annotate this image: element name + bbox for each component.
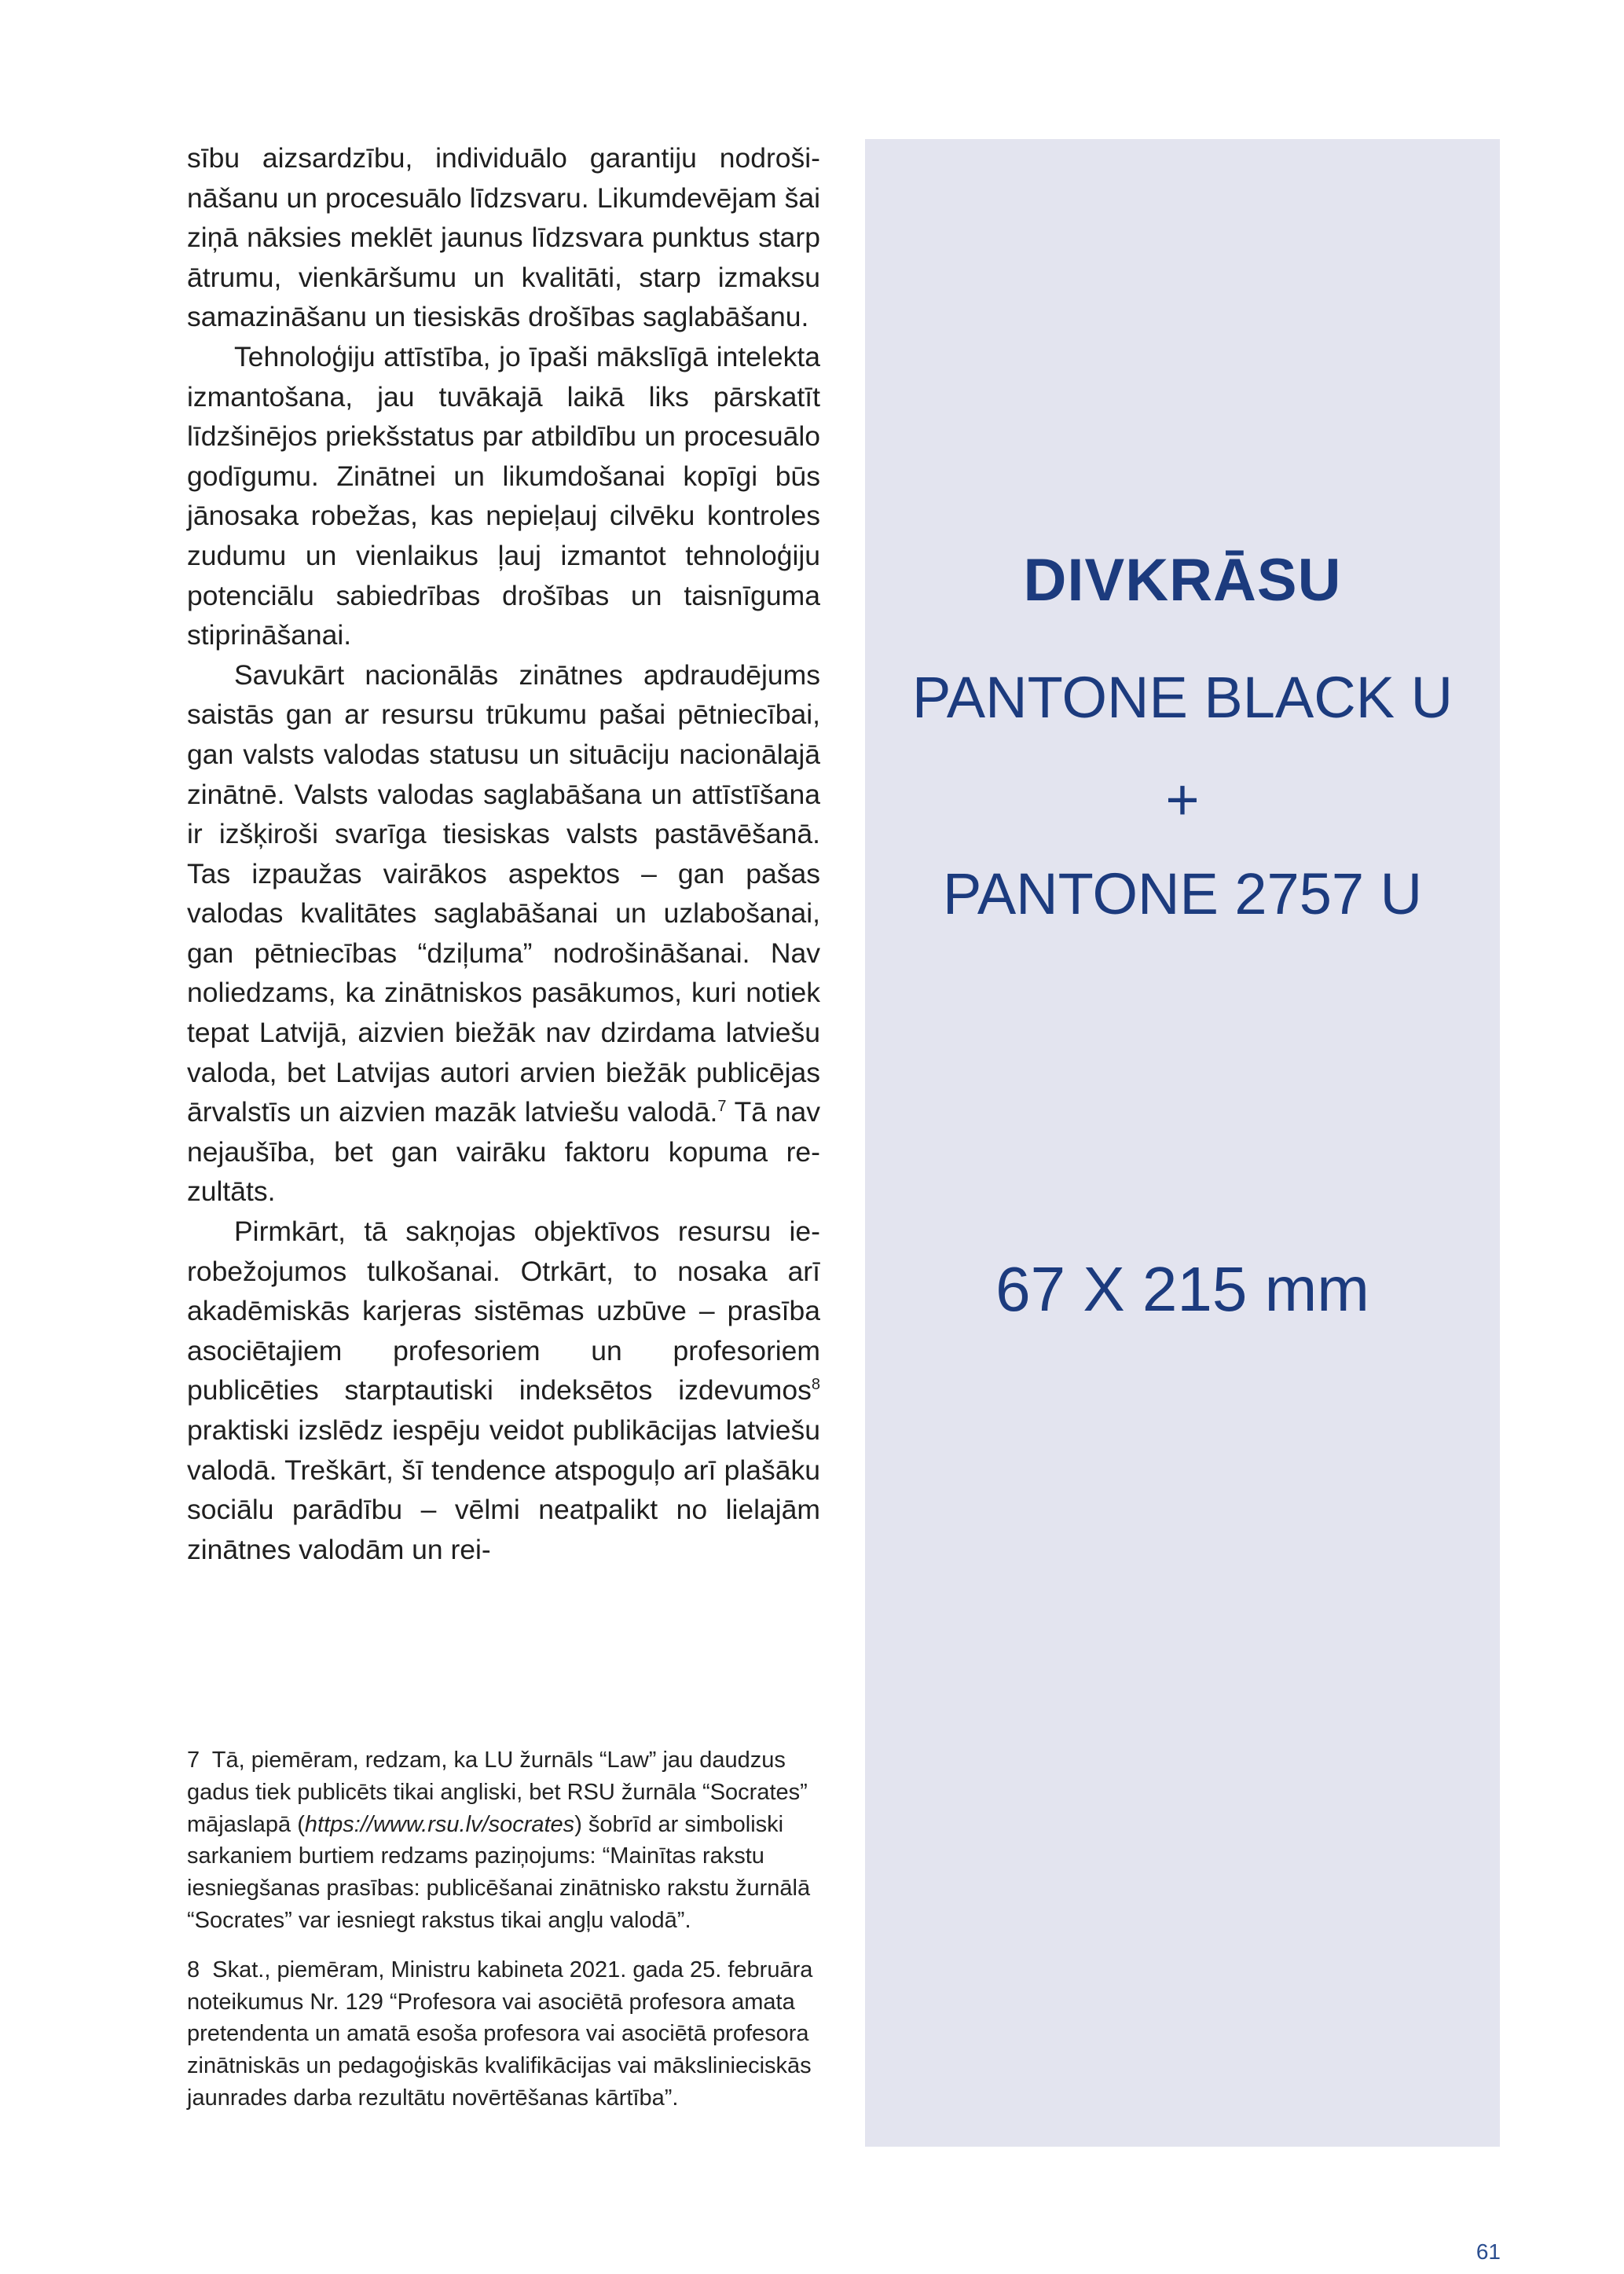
paragraph-2: Tehnoloģiju attīstība, jo īpaši mākslīgā intelekta izmantošana, jau tuvākajā laikā liks pārskatīt līdzšinējos priekšstatus par atbildību un procesuālo godīgumu. Zinātnei un likumdošanai kopīgi būs jānosaka robežas, kas nepieļauj cilvēku kontroles zudumu un vienlaikus ļauj izmantot tehnoloģiju potenciālu sabiedrības drošības un taisnīguma stiprināšanai. [187, 340, 820, 651]
footnote-8-number: 8 [187, 1957, 200, 1982]
paragraph-4: Pirmkārt, tā sakņojas objektīvos resursu ierobežojumos tulkošanai. Otrkārt, to nosaka arī akadēmiskās karjeras sistēmas uzbūve – prasība asociētajiem profesoriem un profesoriem publicēties starptautiski indeksētos izdevumos$^8$ praktiski izslēdz iespēju veidot publikācijas latviešu valodā. Treškārt, šī tendence atspoguļo arī plašāku sociālu parādību – vēlmi neatpalikt no lielajām zinātnes valodām un rei- [187, 1216, 820, 1565]
print-spec-box [865, 139, 1500, 2147]
spec-title: DIVKRĀSU [1023, 547, 1342, 614]
spec-dimensions: 67 X 215 mm [995, 1254, 1369, 1324]
footnotes [187, 1744, 816, 2132]
spec-color-2: PANTONE 2757 U [942, 861, 1423, 926]
footnote-7-number: 7 [187, 1748, 200, 1773]
spec-plus: + [1165, 767, 1200, 832]
page-number: 61 [1476, 2239, 1501, 2264]
main-text-column [187, 138, 820, 1569]
paragraph-3: Savukārt nacionālās zinātnes apdraudējums saistās gan ar resursu trūkumu pašai pētniecībai, gan valsts valodas statusu un situāciju nacionālajā zinātnē. Valsts valodas saglabāšana un attīstīšana ir izšķiroši svarīga tiesiskas valsts pastāvēšanā. Tas izpaužas vairākos aspektos – gan pašas valodas kvalitātes saglabāšanai un uzlabošanai, gan pētniecības “dziļuma” nodrošināšanai. Nav noliedzams, ka zinātniskos pasākumos, kuri notiek tepat Latvijā, aizvien biežāk nav dzirdama latviešu valoda, bet Latvijas autori arvien biežāk publicējas ārvalstīs un aizvien mazāk latviešu valodā.$^7$ Tā nav nejaušība, bet gan vairāku faktoru kopuma rezultāts. [187, 658, 820, 1208]
spec-color-1: PANTONE BLACK U [911, 665, 1454, 730]
footnote-7: 7 Tā, piemēram, redzam, ka LU žurnāls “Law” jau daudzus gadus tiek publicēts tikai angliski, bet RSU žurnāla “Socrates” mājaslapā (https://www.rsu.lv/socrates) šobrīd ar simboliski sarkaniem burtiem redzams paziņojums: “Mainītas rakstu iesniegšanas prasības: publicēšanai zinātnisko rakstu žurnālā “Socrates” var iesniegt rakstus tikai angļu valodā”. [187, 1748, 811, 1933]
footnote-8: 8 Skat., piemēram, Ministru kabineta 2021. gada 25. februāra noteikumus Nr. 129 “Profesora vai asociētā profesora amata pretendenta un amatā esoša profesora vai asociētā profesora zinātniskās un pedagoģiskās kvalifikācijas vai mākslinieciskās jaunrades darba rezultātu novērtēšanas kārtība”. [187, 1957, 813, 2111]
paragraph-1: sību aizsardzību, individuālo garantiju nodrošināšanu un procesuālo līdzsvaru. Likumdevējam šai ziņā nāksies meklēt jaunus līdzsvara punktus starp ātrumu, vienkāršumu un kvalitāti, starp izmaksu samazināšanu un tiesiskās drošības saglabāšanu. [187, 142, 820, 333]
footnote-7-url[interactable]: https://www.rsu.lv/socrates [304, 1811, 575, 1837]
footnote-ref-7[interactable]: 7 [717, 1098, 727, 1116]
footnote-ref-8[interactable]: 8 [811, 1376, 820, 1394]
